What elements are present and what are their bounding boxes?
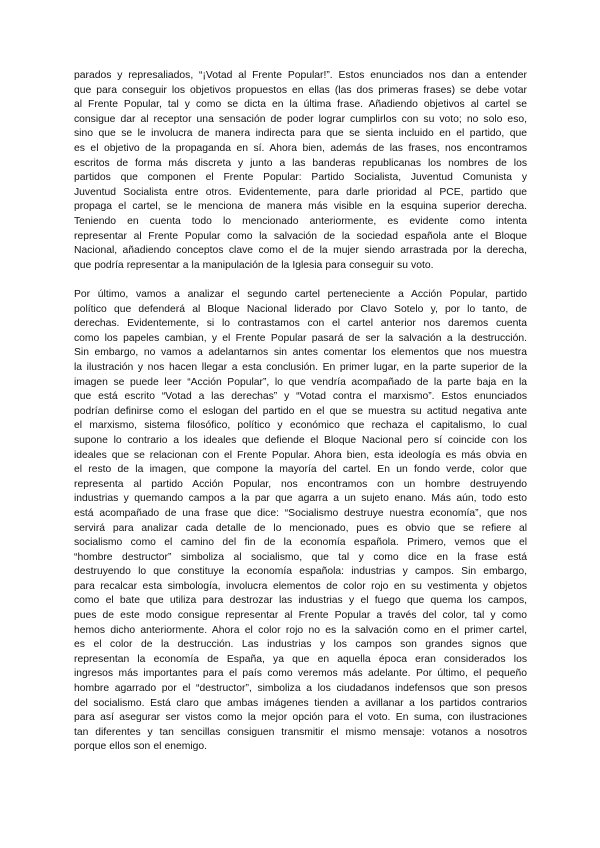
text-line: hemos dicho anteriormente. Ahora el color rojo no es la salvación como en el primer cartel, bbox=[74, 624, 527, 636]
text-line: escritos de forma más discreta y junto a las banderas republicanas los nombres de los bbox=[74, 157, 527, 169]
text-line: destruyendo lo que constituye la economía española: industrias y campos. Sin embargo, bbox=[74, 566, 527, 578]
text-line: del socialismo. Está claro que ambas imágenes tienden a avillanar a los partidos contrarios bbox=[74, 697, 527, 709]
text-line: al Frente Popular, tal y como se dicta en la última frase. Añadiendo objetivos al cartel se bbox=[74, 99, 527, 111]
text-line: podrían definirse como el eslogan del partido en el que se muestra su actitud negativa ante bbox=[74, 405, 527, 417]
text-line: que podría representar a la manipulación de la Iglesia para conseguir su voto. bbox=[74, 259, 434, 271]
text-line: ingresos más importantes para el país como veremos más adelante. Por último, el pequeño bbox=[74, 668, 527, 680]
text-line: propaga el cartel, se le menciona de manera más visible en la esquina superior derecha. bbox=[74, 201, 527, 213]
text-line: imagen se puede leer “Acción Popular”, lo que vendría acompañado de la parte baja en la bbox=[74, 376, 527, 388]
text-line: Teniendo en cuenta todo lo mencionado anteriormente, es evidente como intenta bbox=[74, 215, 527, 227]
text-line: “hombre destructor” simboliza al socialismo, que tal y como dice en la frase está bbox=[74, 551, 527, 563]
text-line: como los papeles cambian, y el Frente Popular pasará de ser la salvación a la destrucción. bbox=[74, 332, 527, 344]
text-line: está acompañado de una frase que dice: “Socialismo destruye nuestra economía”, que nos bbox=[74, 507, 527, 519]
text-line: pues de este modo consigue representar al Frente Popular a través del color, tal y como bbox=[74, 610, 527, 622]
paragraph-2 bbox=[74, 288, 527, 755]
text-line: tan diferentes y tan sencillas consiguen transmitir el mismo mensaje: votanos a nosotros bbox=[74, 726, 527, 738]
text-line: Nacional, añadiendo conceptos clave como el de la mujer siendo arrastrada por la derecha, bbox=[74, 245, 527, 257]
text-line: representan la economía de España, ya que en aquella época eran considerados los bbox=[74, 653, 527, 665]
text-line: socialismo como el camino del fin de la economía española. Primero, vemos que el bbox=[74, 537, 527, 549]
text-line: para así asegurar ser vistos como la mejor opción para el voto. En suma, con ilustraciones bbox=[74, 712, 527, 724]
text-line: la ilustración y nos hacen llegar a esta conclusión. En primer lugar, en la parte superior de la bbox=[74, 361, 527, 373]
text-line: servirá para analizar cada detalle de lo mencionado, pues es obvio que se refiere al bbox=[74, 522, 527, 534]
text-line: hombre agarrado por el “destructor”, simboliza a los ciudadanos indefensos que son presos bbox=[74, 683, 527, 695]
text-line: porque ellos son el enemigo. bbox=[74, 741, 208, 753]
text-line: representar al Frente Popular como la salvación de la sociedad española ante el Bloque bbox=[74, 230, 527, 242]
text-line: partidos que componen el Frente Popular: Partido Socialista, Juventud Comunista y bbox=[74, 172, 527, 184]
text-line: industrias y quemando campos a la par que agarra a un sujeto enano. Más aún, todo esto bbox=[74, 493, 527, 505]
text-line: el marxismo, sistema filosófico, político y económico que rechaza el capitalismo, lo cual bbox=[74, 420, 527, 432]
paragraph-1 bbox=[74, 69, 527, 273]
text-line: para recalcar esta simbología, involucra elementos de color rojo en su vestimenta y objetos bbox=[74, 580, 527, 592]
text-line: como el bate que utiliza para destrozar las industrias y el fuego que quema los campos, bbox=[74, 595, 527, 607]
text-line: político que defenderá al Bloque Nacional liderado por Clavo Sotelo y, por lo tanto, de bbox=[74, 303, 527, 315]
text-line: Sin embargo, no vamos a adelantarnos sin antes comentar los elementos que nos muestra bbox=[74, 347, 527, 359]
text-line: es el objetivo de la propaganda en sí. Ahora bien, además de las frases, nos encontramos bbox=[74, 142, 527, 154]
text-line: que está escrito “Votad a las derechas” y “Votad contra el marxismo”. Estos enunciados bbox=[74, 391, 527, 403]
text-line: representa al partido Acción Popular, nos encontramos con un hombre destruyendo bbox=[74, 478, 527, 490]
text-line: Juventud Socialista entre otros. Evidentemente, para darle prioridad al PCE, partido que bbox=[74, 186, 527, 198]
text-line: derechas. Evidentemente, si lo contrastamos con el cartel anterior nos daremos cuenta bbox=[74, 318, 527, 330]
text-line: consigue dar al receptor una sensación de poder lograr cumplirlos con su voto; no solo eso, bbox=[74, 113, 527, 125]
text-line: ideales que se relacionan con el Frente Popular. Ahora bien, esta ideología es más obvia en bbox=[74, 449, 527, 461]
text-line: supone lo contrario a los ideales que defiende el Bloque Nacional pero sí coincide con los bbox=[74, 434, 527, 446]
text-line: sino que se le involucra de manera indirecta para que se sienta incluido en el partido, que bbox=[74, 128, 527, 140]
text-line: Por último, vamos a analizar el segundo cartel perteneciente a Acción Popular, partido bbox=[74, 289, 527, 300]
text-line: es el color de la destrucción. Las industrias y los campos son grandes signos que bbox=[74, 639, 527, 651]
text-line: el resto de la imagen, que compone la mayoría del cartel. En un fondo verde, color que bbox=[74, 464, 527, 476]
text-line: que para conseguir los objetivos propuestos en ellas (las dos primeras frases) se debe votar bbox=[74, 84, 527, 96]
text-line: parados y represaliados, “¡Votad al Frente Popular!”. Estos enunciados nos dan a entender bbox=[74, 70, 527, 81]
